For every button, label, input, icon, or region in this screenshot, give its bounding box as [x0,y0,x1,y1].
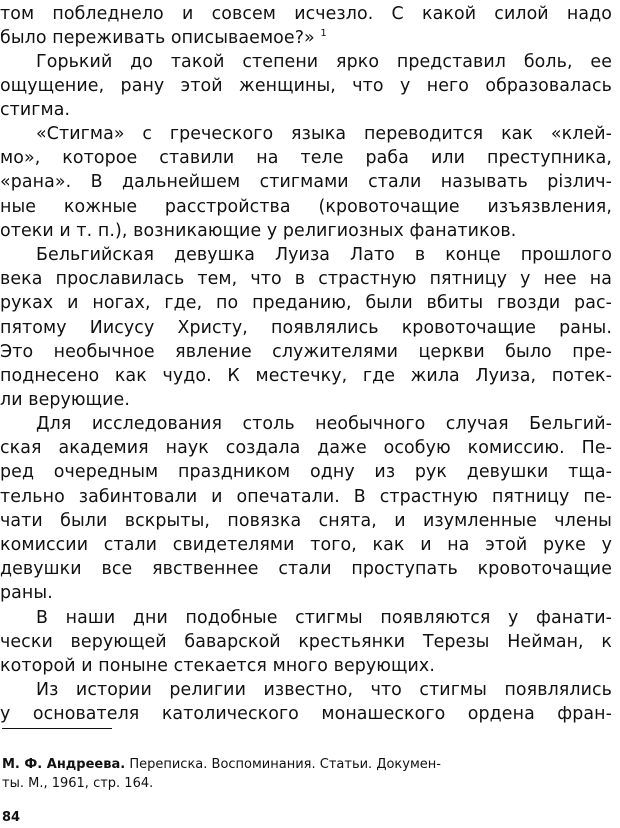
text-line: ская академия наук создала даже особую комиссию. Пе- [0,438,612,459]
text-line: века прославилась тем, что в страстную пятницу у нее на [0,269,612,290]
text-line: поднесено как чудо. К местечку, где жила Луиза, потек- [0,366,612,387]
text-line: у основателя католического монашеского ордена фран- [0,704,612,725]
text-line: том побледнело и совсем исчезло. С какой силой надо [0,4,612,24]
text-line: Это необычное явление служителями церкви было пре- [0,341,612,362]
text-line: которой и поныне стекается много верующих. [0,656,435,677]
paragraph-6 [0,606,612,679]
text-line: ные кожные расстройства (кровоточащие изъязвления, [0,196,612,217]
text-line: Из истории религии известно, что стигмы появлялись [36,680,612,700]
footnote [2,755,614,793]
footnote-divider [2,728,112,729]
text-line: чески верующей баварской крестьянки Терезы Нейман, к [0,632,612,653]
footnote-author: М. Ф. Андреева. [2,757,126,772]
footnote-line [2,755,614,774]
text-line: «Стигма» с греческого языка переводится как «клей- [36,124,612,144]
footnote-text: Переписка. Воспоминания. Статьи. Докумен- [125,757,441,772]
text-line: тельно забинтовали и опечатали. В страстную пятницу пе- [0,486,612,507]
text-line: ред очередным праздником одну из рук девушки тща- [0,462,612,483]
paragraph-1 [0,2,612,50]
text-line: пятому Иисусу Христу, появлялись кровоточащие раны. [0,317,612,338]
text-line: отеки и т. п.), возникающие у религиозных фанатиков. [0,220,517,241]
text-line: Для исследования столь необычного случая Бельгий- [36,414,612,434]
text-line: чати были вскрыты, повязка снята, и изумленные члены [0,510,612,531]
text-line: комиссии стали свидетелями того, как и на этой руке у [0,535,612,556]
text-line [0,26,612,50]
paragraph-4 [0,243,612,412]
paragraph-7 [0,678,612,726]
text-line: Горький до такой степени ярко представил боль, ее [36,52,612,72]
text-line: стигма. [0,100,71,121]
text-line: девушки все явственнее стали проступать кровоточащие [0,559,612,580]
text-line: «рана». В дальнейшем стигмами стали называть різлич- [0,172,612,193]
text-line: мо», которое ставили на теле раба или преступника, [0,148,612,169]
text-line: раны. [0,583,53,604]
text-line: руках и ногах, где, по преданию, были вбиты гвозди рас- [0,293,612,314]
footnote-marker: 1 [320,28,327,40]
page-number: 84 [2,810,21,825]
text-line: В наши дни подобные стигмы появляются у фанати- [36,608,612,628]
text-line: Бельгийская девушка Луиза Лато в конце прошлого [36,245,612,265]
paragraph-5 [0,412,612,606]
paragraph-3 [0,122,612,243]
text-line: ли верующие. [0,390,130,411]
text-line: ощущение, рану этой женщины, что у него образовалась [0,76,612,97]
footnote-line: ты. М., 1961, стр. 164. [2,776,154,791]
text-line-content: было переживать описываемое?» [0,28,315,49]
paragraph-2 [0,50,612,123]
